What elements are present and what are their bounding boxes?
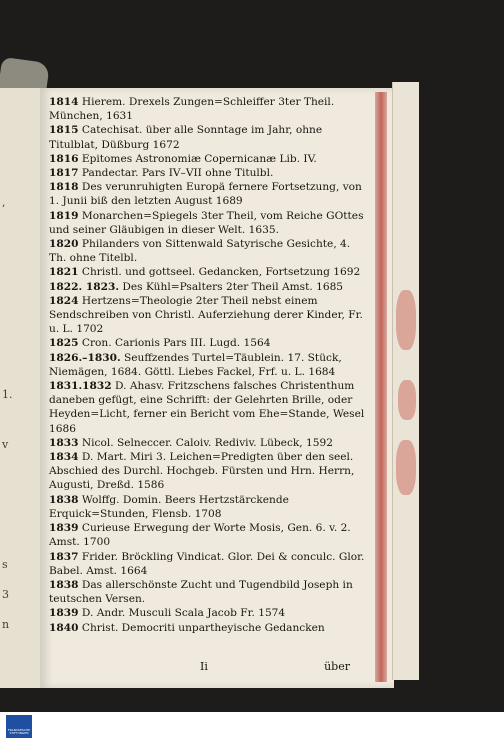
entry-number: 1822. 1823. (49, 280, 120, 293)
entry-text: Nicol. Selneccer. Caloiv. Rediviv. Lübeck, 1592 (81, 436, 333, 449)
catalog-entry (49, 336, 369, 350)
entry-number: 1831.1832 (49, 380, 112, 393)
catalog-entry (49, 621, 369, 635)
entry-number: 1821 (49, 266, 79, 279)
entry-text: Des Kühl=Psalters 2ter Theil Amst. 1685 (122, 280, 344, 293)
entry-text: Philanders von Sittenwald Satyrische Gesichte, 4. Th. ohne Titelbl. (49, 238, 351, 265)
entry-number: 1826.–1830. (49, 351, 121, 364)
entry-text: Hertzens=Theologie 2ter Theil nebst einem Sendschreiben von Christl. Auferziehung derer Kinder, Fr. u. L. 1702 (49, 294, 363, 336)
catalog-entry (49, 237, 369, 265)
catalog-entry (49, 180, 369, 208)
viewer-bottom-bar (0, 712, 504, 741)
entry-text: D. Andr. Musculi Scala Jacob Fr. 1574 (81, 607, 286, 620)
entry-number: 1839 (49, 607, 79, 620)
catalog-entry (49, 166, 369, 180)
entry-text: D. Mart. Miri 3. Leichen=Predigten über den seel. Abschied des Durchl. Hochgeb. Fürsten und Hrn. Herrn, Augusti, Dreßd. 1586 (49, 451, 355, 492)
catalog-entry (49, 294, 369, 337)
entry-text: Monarchen=Spiegels 3ter Theil, vom Reiche GOttes und seiner Gläubigen in dieser Welt. 1635. (49, 209, 364, 236)
entry-number: 1816 (49, 152, 79, 165)
left-page-mark: 1. (2, 388, 13, 401)
entry-number: 1824 (49, 294, 79, 307)
entry-number: 1838 (49, 493, 79, 506)
entry-number: 1833 (49, 436, 79, 449)
red-stain (398, 380, 416, 420)
left-page-mark: s (2, 558, 8, 571)
entry-text: D. Ahasv. Fritzschens falsches Christenthum daneben gefügt, eine Schrifft: der Gelehrten Brille, oder Heyden=Licht, ferner ein Bericht vom Ehe=Stande, Wesel 1686 (49, 380, 365, 435)
entry-text: Curieuse Erwegung der Worte Mosis, Gen. 6. v. 2. Amst. 1700 (49, 522, 351, 549)
entry-number: 1819 (49, 209, 79, 222)
entry-number: 1837 (49, 550, 79, 563)
catalog-entry (49, 450, 369, 493)
catalog-entries (49, 95, 369, 635)
entry-text: Christl. und gottseel. Gedancken, Fortsetzung 1692 (81, 266, 361, 279)
entry-number: 1834 (49, 451, 79, 464)
catalog-entry (49, 152, 369, 166)
page-footer (50, 660, 350, 676)
catalog-entry (49, 493, 369, 521)
left-page-mark: , (2, 196, 6, 209)
left-page-mark: 3 (2, 588, 9, 601)
entry-text: Das allerschönste Zucht und Tugendbild Joseph in teutschen Versen. (49, 578, 353, 606)
red-stain (396, 290, 416, 350)
catalog-entry (49, 578, 369, 606)
entry-number: 1820 (49, 238, 79, 251)
catalog-entry (49, 265, 369, 279)
entry-text: Catechisat. über alle Sonntage im Jahr, ohne Titulblat, Düßburg 1672 (49, 124, 323, 151)
entry-text: Des verunruhigten Europä fernere Fortsetzung, von 1. Junii biß den letzten August 1689 (49, 181, 362, 208)
left-page-mark: n (2, 618, 10, 631)
left-page-mark: v (2, 438, 9, 451)
entry-number: 1817 (49, 167, 79, 180)
catchword: über (324, 660, 350, 673)
catalog-entry (49, 379, 369, 436)
logo-text: FRANCKESCHE STIFTUNGEN (7, 728, 31, 735)
franckesche-stiftungen-logo[interactable] (6, 715, 32, 738)
entry-text: Wolffg. Domin. Beers Hertzstärckende Erquick=Stunden, Flensb. 1708 (49, 493, 289, 520)
entry-text: Hierem. Drexels Zungen=Schleiffer 3ter Theil. München, 1631 (49, 96, 335, 123)
signature-mark: Ii (200, 660, 208, 673)
catalog-entry (49, 351, 369, 379)
entry-text: Frider. Bröckling Vindicat. Glor. Dei & conculc. Glor. Babel. Amst. 1664 (49, 550, 365, 577)
catalog-entry (49, 123, 369, 151)
entry-text: Seuffzendes Turtel=Täublein. 17. Stück, Niemägen, 1684. Göttl. Liebes Fackel, Frf. u. L. 1684 (49, 351, 342, 378)
catalog-entry (49, 550, 369, 578)
entry-number: 1840 (49, 621, 79, 634)
catalog-entry (49, 606, 369, 620)
entry-number: 1818 (49, 181, 79, 194)
entry-number: 1825 (49, 337, 79, 350)
catalog-entry (49, 280, 369, 294)
red-page-edge (375, 92, 387, 682)
red-stain (396, 440, 416, 495)
entry-text: Christ. Democriti unpartheyische Gedancken (81, 621, 325, 634)
entry-number: 1815 (49, 124, 79, 137)
left-page-edge (0, 88, 42, 688)
entry-text: Epitomes Astronomiæ Copernicanæ Lib. IV. (81, 152, 317, 165)
entry-text: Cron. Carionis Pars III. Lugd. 1564 (81, 337, 271, 350)
entry-number: 1839 (49, 522, 79, 535)
catalog-entry (49, 521, 369, 549)
catalog-entry (49, 95, 369, 123)
entry-text: Pandectar. Pars IV–VII ohne Titulbl. (81, 167, 274, 180)
entry-number: 1814 (49, 96, 79, 108)
catalog-entry (49, 209, 369, 237)
entry-number: 1838 (49, 578, 79, 591)
catalog-entry (49, 436, 369, 450)
